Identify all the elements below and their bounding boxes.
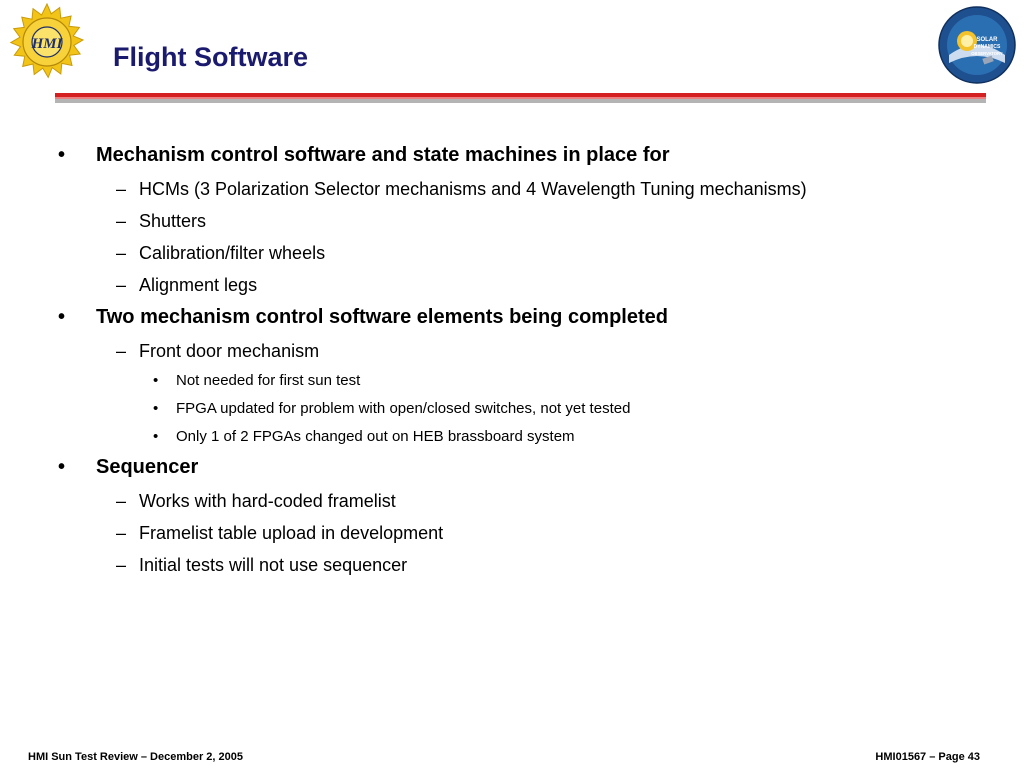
bullet-list — [0, 140, 1024, 582]
bullet-text: Mechanism control software and state machines in place for — [96, 144, 670, 166]
dash-marker: – — [116, 243, 127, 263]
dash-marker: – — [116, 341, 127, 361]
dash-marker: – — [116, 555, 127, 575]
sub-bullet-text: Alignment legs — [139, 275, 258, 295]
bullet-marker: • — [153, 400, 159, 417]
dash-marker: – — [116, 211, 127, 231]
bullet-marker: • — [58, 144, 66, 166]
title-rule — [55, 93, 986, 103]
sdo-logo-text: SOLAR — [976, 37, 998, 43]
sub-sub-bullet-text: Only 1 of 2 FPGAs changed out on HEB brassboard system — [176, 428, 575, 445]
sub-bullet-text: Front door mechanism — [139, 341, 320, 361]
sub-bullet-item — [0, 270, 1024, 302]
sdo-logo-text-2: DYNAMICS — [973, 44, 1001, 50]
sub-bullet-item — [0, 518, 1024, 550]
sub-sub-bullet-text: FPGA updated for problem with open/closed switches, not yet tested — [176, 400, 631, 417]
sub-bullet-text: Framelist table upload in development — [139, 523, 444, 543]
sub-bullet-text: Shutters — [139, 211, 207, 231]
bullet-marker: • — [153, 372, 159, 389]
bullet-marker: • — [58, 306, 66, 328]
bullet-marker: • — [58, 456, 66, 478]
dash-marker: – — [116, 275, 127, 295]
bullet-item — [0, 140, 1024, 174]
footer-left: HMI Sun Test Review – December 2, 2005 — [28, 751, 243, 763]
bullet-text: Two mechanism control software elements being completed — [96, 306, 668, 328]
sub-bullet-item — [0, 174, 1024, 206]
sub-bullet-item — [0, 486, 1024, 518]
bullet-text: Sequencer — [96, 456, 199, 478]
sub-bullet-item — [0, 238, 1024, 270]
sub-sub-bullet-item — [0, 424, 1024, 452]
sub-bullet-item — [0, 550, 1024, 582]
bullet-item — [0, 452, 1024, 486]
sub-sub-bullet-text: Not needed for first sun test — [176, 372, 361, 389]
dash-marker: – — [116, 523, 127, 543]
sub-bullet-text: HCMs (3 Polarization Selector mechanisms and 4 Wavelength Tuning mechanisms) — [139, 179, 807, 199]
sub-bullet-text: Calibration/filter wheels — [139, 243, 326, 263]
hmi-logo-text: HMI — [31, 36, 63, 52]
bullet-item — [0, 302, 1024, 336]
dash-marker: – — [116, 179, 127, 199]
sdo-logo-text-3: OBSERVATORY — [971, 51, 1003, 56]
sub-bullet-text: Works with hard-coded framelist — [139, 491, 396, 511]
sdo-logo — [937, 5, 1017, 85]
sub-bullet-item — [0, 206, 1024, 238]
sub-bullet-text: Initial tests will not use sequencer — [139, 555, 408, 575]
sub-sub-bullet-item — [0, 368, 1024, 396]
slide-title: Flight Software — [113, 42, 308, 72]
hmi-logo — [4, 2, 90, 88]
sub-bullet-item — [0, 336, 1024, 368]
sub-sub-bullet-item — [0, 396, 1024, 424]
footer-page-number: HMI01567 – Page 43 — [875, 751, 980, 763]
dash-marker: – — [116, 491, 127, 511]
bullet-marker: • — [153, 428, 159, 445]
